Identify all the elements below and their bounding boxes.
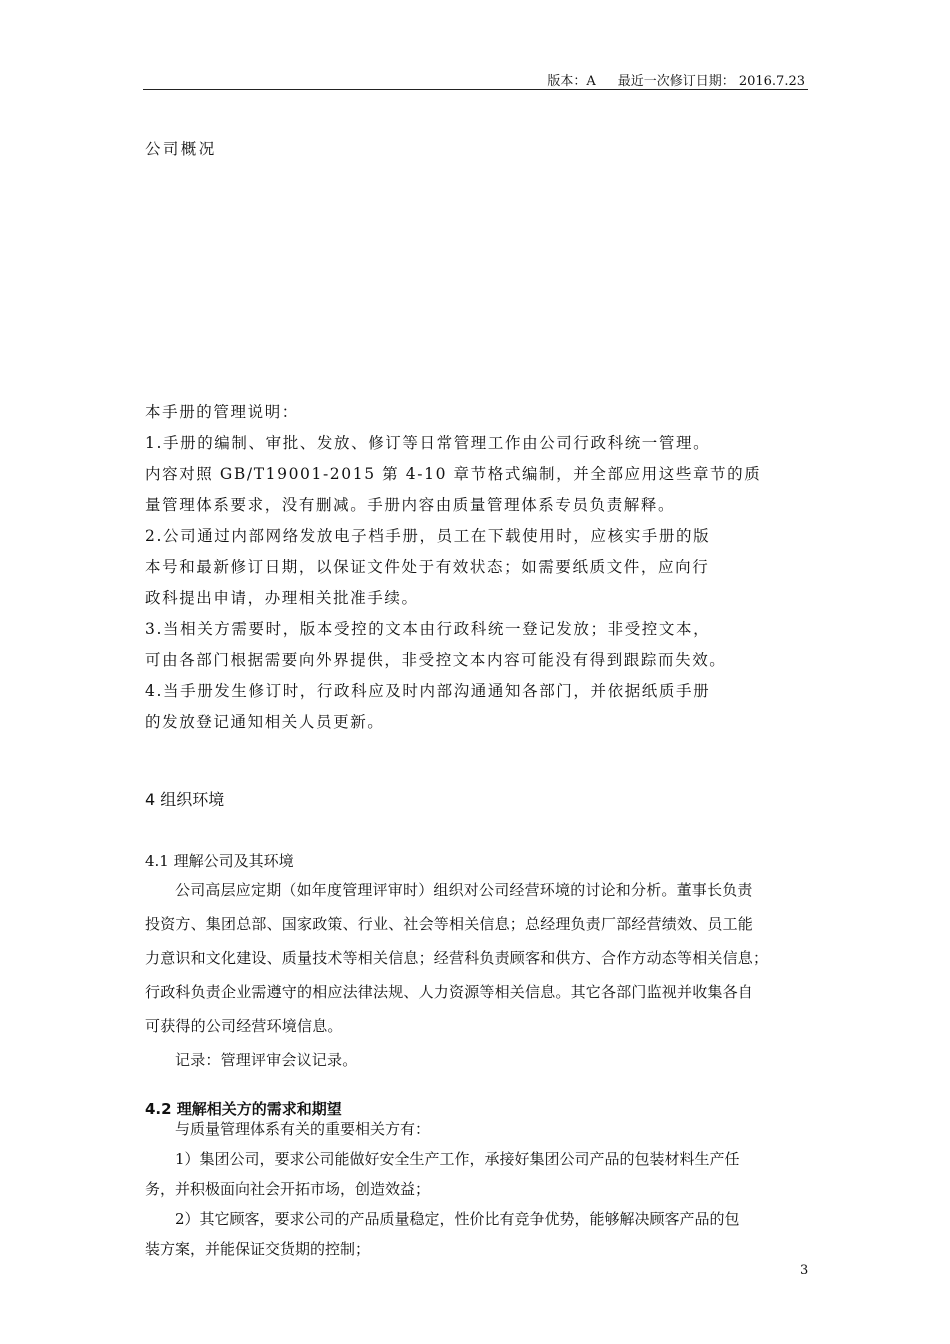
manual-notes-line: 1.手册的编制、审批、发放、修订等日常管理工作由公司行政科统一管理。 bbox=[145, 434, 711, 452]
manual-notes-line: 2.公司通过内部网络发放电子档手册，员工在下载使用时，应核实手册的版 bbox=[145, 527, 711, 545]
section-4-2-line: 与质量管理体系有关的重要相关方有： bbox=[175, 1120, 431, 1138]
section-4-2-body bbox=[145, 1114, 807, 1264]
header-rule bbox=[143, 89, 808, 90]
section-4-1-line: 公司高层应定期（如年度管理评审时）组织对公司经营环境的讨论和分析。董事长负责 bbox=[175, 881, 753, 899]
page-number: 3 bbox=[800, 1263, 809, 1278]
manual-notes bbox=[145, 397, 807, 738]
manual-notes-line: 内容对照 GB/T19001-2015 第 4-10 章节格式编制，并全部应用这些章节的质 bbox=[145, 465, 762, 483]
section-4-1-body bbox=[145, 873, 807, 1077]
manual-notes-line: 本号和最新修订日期，以保证文件处于有效状态；如需要纸质文件，应向行 bbox=[145, 558, 710, 576]
company-overview-title: 公司概况 bbox=[145, 140, 217, 158]
section-4-1-record: 记录：管理评审会议记录。 bbox=[175, 1051, 358, 1069]
section-4-heading: 4 组织环境 bbox=[145, 790, 225, 809]
section-4-2-heading: 4.2 理解相关方的需求和期望 bbox=[145, 1100, 342, 1118]
section-4-2-line: 务，并积极面向社会开拓市场，创造效益； bbox=[145, 1180, 431, 1198]
section-4-1-line: 力意识和文化建设、质量技术等相关信息；经营科负责顾客和供方、合作方动态等相关信息； bbox=[145, 949, 769, 967]
section-4-1-line: 可获得的公司经营环境信息。 bbox=[145, 1017, 343, 1035]
section-4-2-line: 2）其它顾客，要求公司的产品质量稳定，性价比有竞争优势，能够解决顾客产品的包 bbox=[175, 1210, 740, 1228]
section-4-2-line: 1）集团公司，要求公司能做好安全生产工作，承接好集团公司产品的包装材料生产任 bbox=[175, 1150, 740, 1168]
manual-notes-line: 量管理体系要求，没有删减。手册内容由质量管理体系专员负责解释。 bbox=[145, 496, 676, 514]
section-4-1-line: 投资方、集团总部、国家政策、行业、社会等相关信息；总经理负责厂部经营绩效、员工能 bbox=[145, 915, 754, 933]
manual-notes-line: 可由各部门根据需要向外界提供，非受控文本内容可能没有得到跟踪而失效。 bbox=[145, 651, 727, 669]
revision-date-label: 最近一次修订日期： 2016.7.23 bbox=[617, 74, 805, 89]
section-4-1-heading: 4.1 理解公司及其环境 bbox=[145, 852, 294, 870]
version-label: 版本：A bbox=[547, 74, 596, 89]
page-header bbox=[547, 70, 805, 89]
manual-notes-line: 的发放登记通知相关人员更新。 bbox=[145, 713, 385, 731]
section-4-2-line: 装方案，并能保证交货期的控制； bbox=[145, 1240, 371, 1258]
manual-notes-title: 本手册的管理说明： bbox=[145, 403, 299, 421]
manual-notes-line: 政科提出申请，办理相关批准手续。 bbox=[145, 589, 419, 607]
manual-notes-line: 3.当相关方需要时，版本受控的文本由行政科统一登记发放；非受控文本， bbox=[145, 620, 711, 638]
section-4-1-line: 行政科负责企业需遵守的相应法律法规、人力资源等相关信息。其它各部门监视并收集各自 bbox=[145, 983, 754, 1001]
manual-notes-line: 4.当手册发生修订时，行政科应及时内部沟通通知各部门，并依据纸质手册 bbox=[145, 682, 711, 700]
